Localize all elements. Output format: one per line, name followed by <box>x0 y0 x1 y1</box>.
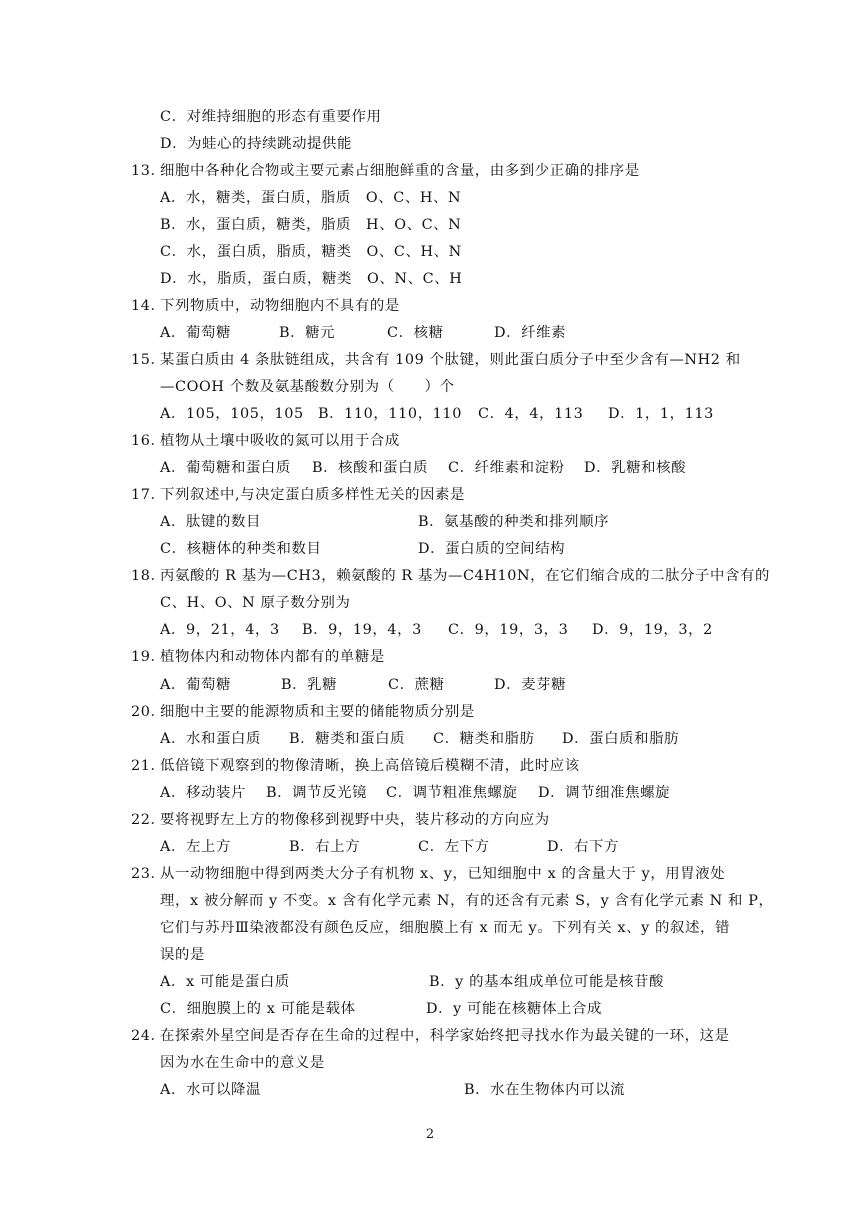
question-stem: 细胞中主要的能源物质和主要的储能物质分别是 <box>160 704 475 720</box>
option-a: A．水可以降温 <box>160 1082 261 1098</box>
option-b: B．调节反光镜 <box>266 785 368 801</box>
question-number: 22． <box>131 812 166 828</box>
option-a: A．葡萄糖和蛋白质 <box>160 460 291 476</box>
question-stem-line-4: 误的是 <box>160 947 205 963</box>
question-number: 14． <box>131 298 166 314</box>
option-a: A．水，糖类，蛋白质，脂质 O、C、H、N <box>160 190 462 206</box>
option-a: A．x 可能是蛋白质 <box>160 974 290 990</box>
question-stem-line-3: 它们与苏丹Ⅲ染液都没有颜色反应，细胞膜上有 x 而无 y。下列有关 x、y 的叙述，错 <box>160 920 730 936</box>
option-a: A．9，21，4，3 <box>160 622 280 638</box>
option-c: C．核糖体的种类和数目 <box>160 541 322 557</box>
question-stem-line-1: 从一动物细胞中得到两类大分子有机物 x、y，已知细胞中 x 的含量大于 y，用胃液处 <box>160 866 726 882</box>
option-c: C．核糖 <box>387 325 444 341</box>
option-d: D．调节细准焦螺旋 <box>538 785 671 801</box>
option-b: B．9，19，4，3 <box>302 622 422 638</box>
option-a: A．葡萄糖 <box>160 325 231 341</box>
question-number: 15． <box>131 352 166 368</box>
question-number: 23． <box>131 866 166 882</box>
option-b: B．乳糖 <box>281 677 338 693</box>
question-stem: 植物体内和动物体内都有的单糖是 <box>160 649 385 665</box>
option-d: D．乳糖和核酸 <box>584 460 687 476</box>
question-stem: 下列物质中，动物细胞内不具有的是 <box>160 298 400 314</box>
question-stem-line-2: —COOH 个数及氨基酸数分别为（ ）个 <box>160 379 455 395</box>
option-c: C．调节粗准焦螺旋 <box>386 785 518 801</box>
option-b: B．糖元 <box>279 325 336 341</box>
question-stem-line-1: 在探索外星空间是否存在生命的过程中，科学家始终把寻找水作为最关键的一环，这是 <box>160 1028 730 1044</box>
option-c: C．水，蛋白质，脂质，糖类 O、C、H、N <box>160 244 462 260</box>
option-c: C．4，4，113 <box>478 406 584 422</box>
question-number: 19． <box>131 649 166 665</box>
option-b: B．糖类和蛋白质 <box>289 731 406 747</box>
question-number: 24． <box>131 1028 166 1044</box>
option-a: A．左上方 <box>160 839 231 855</box>
option-b: B．右上方 <box>289 839 361 855</box>
option-b: B．水，蛋白质，糖类，脂质 H、O、C、N <box>160 217 462 233</box>
page-number: 2 <box>425 1127 435 1142</box>
option-a: A．水和蛋白质 <box>160 731 261 747</box>
option-c: C．糖类和脂肪 <box>433 731 535 747</box>
option-a: A．105，105，105 <box>160 406 304 422</box>
option-b: B．氨基酸的种类和排列顺序 <box>418 514 610 530</box>
option-b: B．110，110，110 <box>318 406 462 422</box>
option-d: D．右下方 <box>547 839 620 855</box>
option-b: B．y 的基本组成单位可能是核苷酸 <box>429 974 664 990</box>
option-d: D．y 可能在核糖体上合成 <box>426 1001 602 1017</box>
option-d: D．蛋白质的空间结构 <box>418 541 566 557</box>
question-number: 17． <box>131 487 166 503</box>
question-number: 18． <box>131 568 166 584</box>
option-b: B．核酸和蛋白质 <box>312 460 429 476</box>
option-a: A．肽键的数目 <box>160 514 261 530</box>
option-c: C．左下方 <box>418 839 490 855</box>
option-b: B．水在生物体内可以流 <box>464 1082 626 1098</box>
question-stem: 细胞中各种化合物或主要元素占细胞鲜重的含量，由多到少正确的排序是 <box>160 163 640 179</box>
option-d: D．纤维素 <box>494 325 567 341</box>
option-c: C．对维持细胞的形态有重要作用 <box>160 109 382 125</box>
option-a: A．葡萄糖 <box>160 677 231 693</box>
option-d: D．麦芽糖 <box>494 677 567 693</box>
question-stem: 低倍镜下观察到的物像清晰，换上高倍镜后模糊不清，此时应该 <box>160 758 580 774</box>
option-d: D．1，1，113 <box>608 406 714 422</box>
option-d: D．水，脂质，蛋白质，糖类 O、N、C、H <box>160 271 463 287</box>
question-stem-line-1: 某蛋白质由 4 条肽链组成，共含有 109 个肽键，则此蛋白质分子中至少含有—NH2 和 <box>160 352 741 368</box>
option-c: C．纤维素和淀粉 <box>448 460 565 476</box>
option-c: C．蔗糖 <box>388 677 445 693</box>
question-stem-line-2: C、H、O、N 原子数分别为 <box>160 595 351 611</box>
question-number: 13． <box>131 163 166 179</box>
option-d: D．为蛙心的持续跳动提供能 <box>160 136 353 152</box>
question-stem: 下列叙述中,与决定蛋白质多样性无关的因素是 <box>160 487 465 503</box>
option-a: A．移动装片 <box>160 785 246 801</box>
option-d: D．蛋白质和脂肪 <box>562 731 680 747</box>
option-c: C．9，19，3，3 <box>448 622 569 638</box>
question-stem-line-1: 丙氨酸的 R 基为—CH3，赖氨酸的 R 基为—C4H10N，在它们缩合成的二肽分子中含有的 <box>160 568 771 584</box>
question-stem-line-2: 因为水在生命中的意义是 <box>160 1055 325 1071</box>
question-number: 16． <box>131 433 166 449</box>
question-number: 21． <box>131 758 166 774</box>
question-stem: 要将视野左上方的物像移到视野中央，装片移动的方向应为 <box>160 812 550 828</box>
option-c: C．细胞膜上的 x 可能是载体 <box>160 1001 356 1017</box>
question-number: 20． <box>131 704 166 720</box>
question-stem-line-2: 理，x 被分解而 y 不变。x 含有化学元素 N，有的还含有元素 S，y 含有化学元素 N 和 P， <box>160 893 774 909</box>
option-d: D．9，19，3，2 <box>592 622 713 638</box>
question-stem: 植物从土壤中吸收的氮可以用于合成 <box>160 433 400 449</box>
